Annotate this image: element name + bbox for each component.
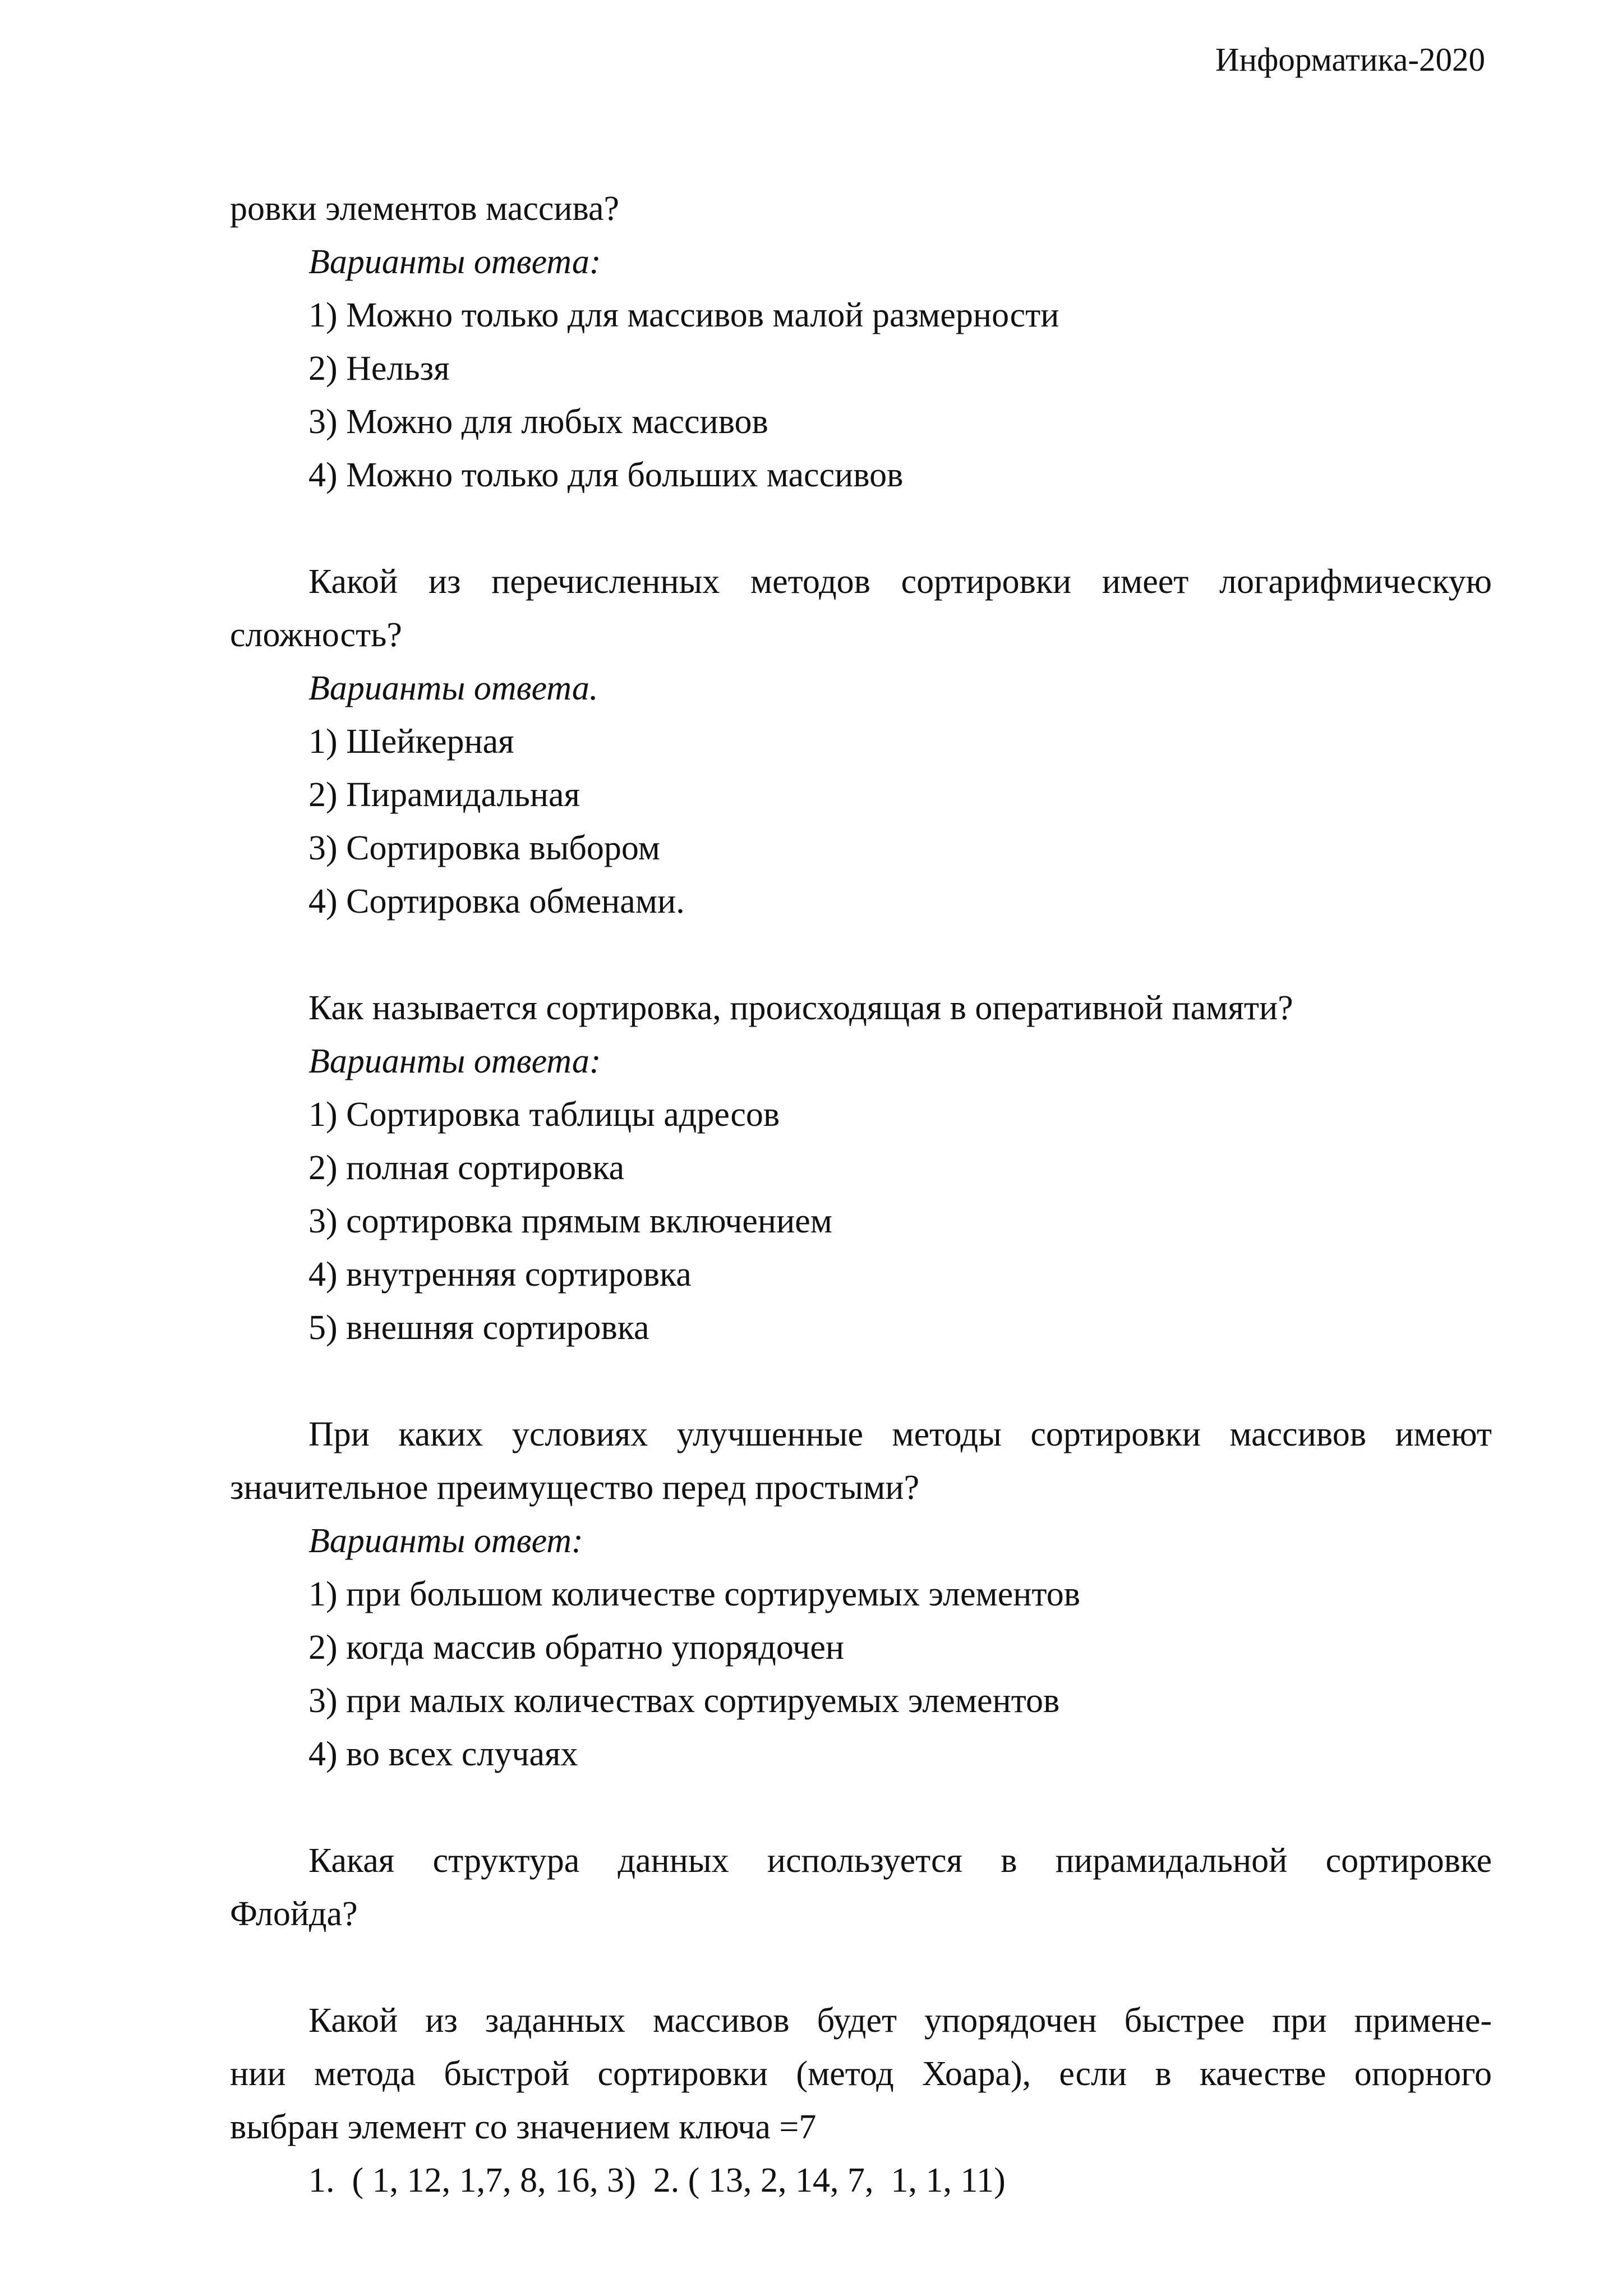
answer-option: 1. ( 1, 12, 1,7, 8, 16, 3) 2. ( 13, 2, 14, 7, 1, 1, 11)	[308, 2161, 1006, 2200]
answer-variants-label: Варианты ответа:	[308, 1042, 601, 1080]
question-2	[230, 555, 1492, 928]
answer-variants-label: Варианты ответа.	[308, 669, 598, 707]
answer-option: 2) когда массив обратно упорядочен	[308, 1628, 845, 1667]
question-text-line: нии метода быстрой сортировки (метод Хоара), если в качестве опорного	[230, 2055, 1492, 2093]
answer-option: 1) Шейкерная	[308, 723, 514, 761]
paragraph-gap	[230, 502, 1492, 555]
question-text-line: Какая структура данных используется в пирамидальной сортировке	[308, 1842, 1492, 1880]
question-5	[230, 1834, 1492, 1941]
answer-option: 1) Сортировка таблицы адресов	[308, 1096, 780, 1134]
answer-option: 2) Пирамидальная	[308, 776, 580, 814]
page-header-title: Информатика-2020	[1215, 41, 1485, 78]
question-text-line: Флойда?	[230, 1895, 358, 1933]
answer-option: 3) Сортировка выбором	[308, 829, 660, 867]
answer-option: 2) Нельзя	[308, 349, 450, 388]
answer-option: 4) внутренняя сортировка	[308, 1255, 692, 1294]
question-text-line: сложность?	[230, 616, 402, 654]
answer-option: 4) Можно только для больших массивов	[308, 456, 904, 494]
answer-option: 3) при малых количествах сортируемых элементов	[308, 1682, 1060, 1720]
answer-option: 3) Можно для любых массивов	[308, 403, 768, 441]
paragraph-gap	[230, 1355, 1492, 1408]
question-text-line: При каких условиях улучшенные методы сортировки массивов имеют	[308, 1415, 1492, 1453]
paragraph-gap	[230, 928, 1492, 982]
question-4	[230, 1408, 1492, 1781]
question-3	[230, 982, 1492, 1355]
answer-option: 4) во всех случаях	[308, 1735, 578, 1773]
answer-option: 1) Можно только для массивов малой размерности	[308, 296, 1059, 334]
answer-option: 2) полная сортировка	[308, 1149, 625, 1187]
question-text-line: значительное преимущество перед простыми?	[230, 1469, 920, 1507]
question-text-line: ровки элементов массива?	[230, 190, 620, 228]
answer-variants-label: Варианты ответа:	[308, 243, 601, 281]
paragraph-gap	[230, 1941, 1492, 1994]
paragraph-gap	[230, 1781, 1492, 1834]
answer-option: 5) внешняя сортировка	[308, 1309, 649, 1347]
question-text-line: Какой из заданных массивов будет упорядочен быстрее при примене-	[308, 2001, 1492, 2040]
question-text-line: Какой из перечисленных методов сортировки имеет логарифмическую	[308, 563, 1492, 601]
question-1	[230, 182, 1492, 502]
answer-option: 4) Сортировка обменами.	[308, 882, 685, 921]
question-text-line: Как называется сортировка, происходящая в оперативной памяти?	[308, 989, 1293, 1027]
answer-option: 3) сортировка прямым включением	[308, 1202, 833, 1240]
question-text-line: выбран элемент со значением ключа =7	[230, 2108, 817, 2146]
answer-variants-label: Варианты ответ:	[308, 1522, 583, 1560]
question-6	[230, 1994, 1492, 2207]
answer-option: 1) при большом количестве сортируемых элементов	[308, 1575, 1080, 1613]
document-body	[230, 182, 1492, 2207]
